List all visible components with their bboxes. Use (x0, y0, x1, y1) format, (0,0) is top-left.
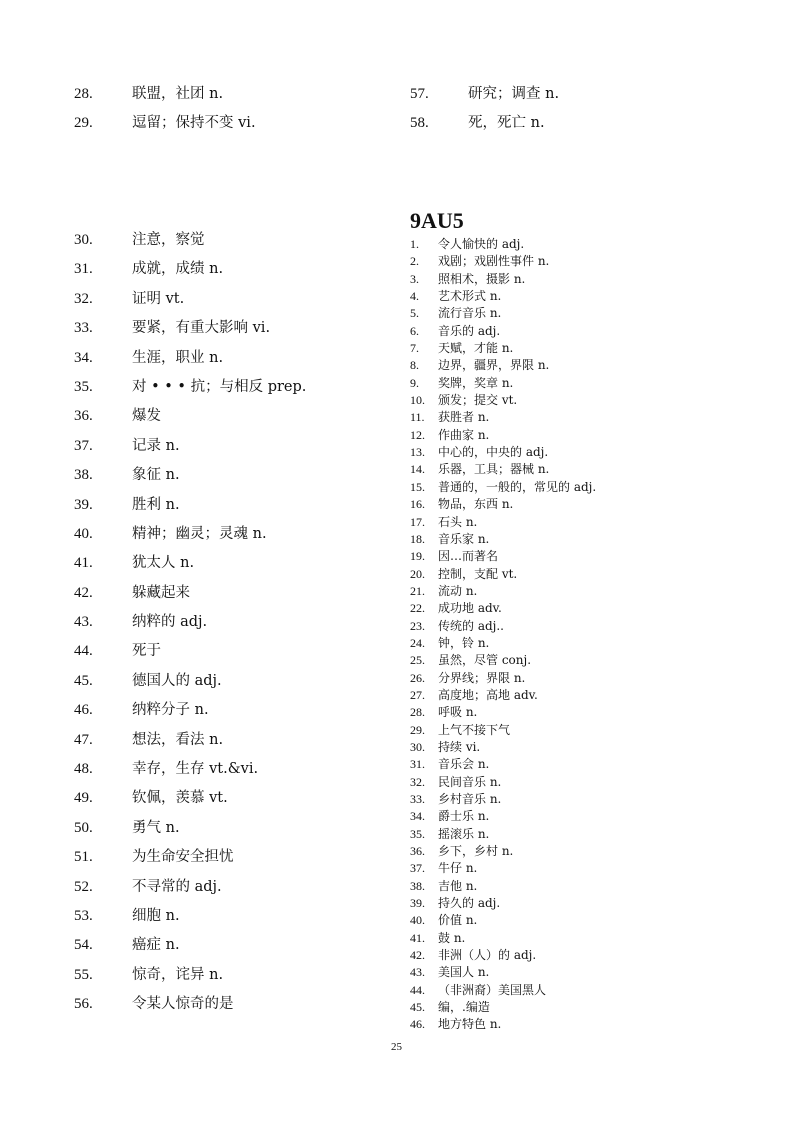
item-number: 10. (410, 393, 425, 408)
item-number: 36. (410, 844, 425, 859)
item-text: 作曲家 n. (438, 427, 490, 442)
item-text: 为生命安全担忧 (132, 849, 234, 866)
vocab-item (410, 514, 596, 531)
vocab-item (74, 608, 306, 637)
item-text: 爵士乐 n. (438, 809, 490, 824)
item-text: 虽然，尽管 conj. (438, 653, 532, 668)
item-text: 研究；调查 n. (468, 86, 560, 102)
item-number: 9. (410, 375, 419, 390)
vocab-item (410, 357, 596, 374)
item-number: 39. (410, 896, 425, 911)
item-text: 证明 vt. (132, 290, 185, 307)
item-number: 56. (74, 996, 93, 1013)
vocab-item (74, 109, 256, 138)
item-number: 34. (74, 349, 93, 366)
vocab-item (74, 549, 306, 578)
item-number: 4. (410, 289, 419, 304)
vocab-item (410, 912, 596, 929)
item-text: 幸存，生存 vt.&vi. (132, 761, 259, 778)
vocab-item (74, 285, 306, 314)
item-number: 30. (410, 739, 425, 754)
vocab-item (410, 323, 596, 340)
item-number: 43. (74, 614, 93, 631)
item-text: 想法，看法 n. (132, 731, 224, 748)
item-number: 8. (410, 358, 419, 373)
item-number: 33. (410, 792, 425, 806)
item-text: 躲藏起来 (132, 584, 190, 601)
item-number: 3. (410, 271, 419, 286)
item-number: 28. (74, 86, 93, 102)
vocab-item (74, 814, 306, 843)
vocab-item (410, 496, 596, 513)
item-text: 天赋，才能 n. (438, 341, 514, 356)
item-number: 34. (410, 809, 425, 824)
item-text: 钟，铃 n. (438, 635, 490, 650)
item-text: 音乐会 n. (438, 757, 490, 772)
item-text: 逗留；保持不变 vi. (132, 115, 256, 132)
item-text: 令人愉快的 adj. (438, 237, 525, 251)
item-text: （非洲裔）美国黑人 (438, 982, 547, 997)
item-text: 象征 n. (132, 467, 180, 484)
item-text: 鼓 n. (438, 930, 466, 945)
item-text: 传统的 adj.. (438, 618, 505, 633)
item-text: 对 • • • 抗；与相反 prep. (132, 378, 307, 395)
vocab-item (74, 579, 306, 608)
item-number: 32. (410, 774, 425, 789)
item-text: 注意，察觉 (132, 232, 205, 248)
vocab-item (410, 583, 596, 600)
vocab-item (410, 860, 596, 877)
item-number: 37. (410, 861, 425, 876)
vocab-item (410, 878, 596, 895)
vocab-item (74, 80, 256, 109)
item-number: 41. (410, 930, 425, 945)
vocab-item (410, 271, 596, 288)
vocab-item (74, 344, 306, 373)
item-number: 19. (410, 549, 425, 564)
item-text: 摇滚乐 n. (438, 826, 490, 841)
item-text: 纳粹的 adj. (132, 614, 208, 631)
item-text: 边界，疆界，界限 n. (438, 358, 550, 373)
vocab-item (410, 895, 596, 912)
item-number: 31. (74, 261, 93, 278)
item-number: 45. (410, 1000, 425, 1015)
item-text: 中心的，中央的 adj. (438, 445, 549, 460)
item-text: 编，.编造 (438, 1000, 490, 1015)
item-number: 18. (410, 531, 425, 546)
vocab-item (410, 236, 596, 253)
vocab-item (74, 226, 306, 255)
vocab-item (410, 964, 596, 981)
vocab-item (410, 253, 596, 270)
item-text: 乡村音乐 n. (438, 792, 502, 806)
vocab-item (410, 427, 596, 444)
item-text: 获胜者 n. (438, 410, 490, 425)
item-number: 54. (74, 937, 93, 954)
item-text: 死，死亡 n. (468, 115, 545, 132)
item-text: 音乐的 adj. (438, 323, 501, 338)
vocab-item (410, 109, 559, 138)
item-text: 德国人的 adj. (132, 672, 222, 689)
item-number: 48. (74, 761, 93, 778)
item-number: 35. (74, 378, 93, 395)
item-number: 17. (410, 514, 425, 529)
item-text: 流动 n. (438, 583, 478, 598)
item-number: 29. (410, 722, 425, 737)
vocab-item (410, 947, 596, 964)
vocab-item (410, 461, 596, 478)
vocab-item (410, 600, 596, 617)
vocab-item (410, 531, 596, 548)
item-number: 39. (74, 496, 93, 513)
item-number: 32. (74, 290, 93, 307)
item-text: 物品，东西 n. (438, 497, 514, 512)
item-number: 40. (410, 913, 425, 928)
vocab-item (410, 652, 596, 669)
item-number: 22. (410, 601, 425, 616)
vocab-item (74, 491, 306, 520)
left-main-vocab-list (74, 226, 306, 1020)
item-text: 美国人 n. (438, 965, 490, 980)
item-text: 牛仔 n. (438, 861, 478, 876)
vocab-item (410, 375, 596, 392)
item-number: 58. (410, 115, 429, 132)
vocab-item (410, 80, 559, 109)
vocab-item (410, 305, 596, 322)
vocab-item (410, 808, 596, 825)
item-number: 29. (74, 115, 93, 132)
vocab-item (74, 696, 306, 725)
item-text: 流行音乐 n. (438, 306, 502, 321)
vocab-item (410, 774, 596, 791)
item-number: 49. (74, 790, 93, 807)
item-text: 纳粹分子 n. (132, 702, 209, 719)
item-text: 勇气 n. (132, 819, 180, 836)
vocab-item (74, 402, 306, 431)
item-number: 1. (410, 237, 419, 251)
vocab-item (74, 314, 306, 343)
vocab-item (410, 1016, 596, 1033)
item-number: 44. (410, 982, 425, 997)
vocab-item (410, 340, 596, 357)
item-text: 成功地 adv. (438, 601, 502, 616)
vocab-item (410, 999, 596, 1016)
vocab-item (74, 873, 306, 902)
vocab-item (410, 392, 596, 409)
vocab-item (74, 784, 306, 813)
vocab-item (74, 461, 306, 490)
item-text: 细胞 n. (132, 907, 180, 924)
item-text: 地方特色 n. (438, 1017, 502, 1032)
item-text: 高度地；高地 adv. (438, 687, 538, 702)
item-number: 27. (410, 687, 425, 702)
vocab-item (410, 409, 596, 426)
item-number: 55. (74, 966, 93, 983)
item-text: 颁发；提交 vt. (438, 393, 518, 408)
vocab-item (74, 255, 306, 284)
item-text: 吉他 n. (438, 878, 478, 893)
item-text: 民间音乐 n. (438, 774, 502, 789)
item-text: 戏剧；戏剧性事件 n. (438, 254, 550, 269)
page-number: 25 (391, 1041, 402, 1053)
vocab-item (410, 704, 596, 721)
item-number: 14. (410, 462, 425, 477)
vocab-item (74, 432, 306, 461)
item-text: 非洲（人）的 adj. (438, 948, 537, 963)
vocab-item (74, 990, 306, 1019)
vocab-item (410, 288, 596, 305)
item-number: 24. (410, 635, 425, 650)
item-text: 奖牌，奖章 n. (438, 375, 514, 390)
item-number: 51. (74, 849, 93, 866)
item-number: 26. (410, 670, 425, 685)
item-number: 36. (74, 408, 93, 425)
item-text: 联盟，社团 n. (132, 86, 224, 102)
vocab-item (410, 444, 596, 461)
item-text: 持久的 adj. (438, 896, 501, 911)
vocab-item (410, 548, 596, 565)
vocab-item (410, 687, 596, 704)
item-text: 成就，成绩 n. (132, 261, 224, 278)
vocab-item (410, 618, 596, 635)
item-number: 40. (74, 525, 93, 542)
item-number: 21. (410, 583, 425, 598)
left-top-vocab-list (74, 80, 256, 139)
item-text: 爆发 (132, 408, 161, 425)
vocab-item (74, 726, 306, 755)
item-text: 钦佩，羡慕 vt. (132, 790, 228, 807)
item-number: 38. (74, 467, 93, 484)
item-number: 25. (410, 653, 425, 668)
item-number: 42. (74, 584, 93, 601)
item-text: 生涯，职业 n. (132, 349, 224, 366)
vocab-item (410, 843, 596, 860)
vocab-item (74, 843, 306, 872)
item-number: 44. (74, 643, 93, 660)
item-text: 石头 n. (438, 514, 478, 529)
item-text: 价值 n. (438, 913, 478, 928)
item-text: 因…而著名 (438, 549, 499, 564)
item-text: 控制，支配 vt. (438, 566, 518, 581)
item-text: 分界线；界限 n. (438, 670, 526, 685)
item-number: 12. (410, 427, 425, 442)
item-number: 46. (410, 1017, 425, 1032)
vocab-item (410, 479, 596, 496)
item-number: 15. (410, 479, 425, 494)
item-text: 上气不接下气 (438, 722, 511, 737)
item-text: 不寻常的 adj. (132, 878, 222, 895)
item-number: 42. (410, 948, 425, 963)
vocab-item (74, 755, 306, 784)
item-text: 照相术，摄影 n. (438, 271, 526, 286)
item-text: 犹太人 n. (132, 555, 195, 572)
item-number: 2. (410, 254, 419, 269)
item-text: 普通的，一般的，常见的 adj. (438, 479, 597, 494)
vocab-item (74, 373, 306, 402)
item-text: 死于 (132, 643, 161, 660)
vocab-item (410, 756, 596, 773)
item-number: 38. (410, 878, 425, 893)
item-number: 28. (410, 705, 425, 720)
item-text: 要紧，有重大影响 vi. (132, 320, 271, 337)
item-text: 乐器，工具；器械 n. (438, 462, 550, 477)
vocab-item (410, 566, 596, 583)
vocab-item (74, 961, 306, 990)
vocab-item (410, 791, 596, 808)
item-number: 16. (410, 497, 425, 512)
item-text: 艺术形式 n. (438, 289, 502, 304)
item-number: 20. (410, 566, 425, 581)
item-text: 惊奇，诧异 n. (132, 966, 224, 983)
item-number: 53. (74, 907, 93, 924)
item-number: 41. (74, 555, 93, 572)
vocab-item (410, 982, 596, 999)
item-text: 持续 vi. (438, 739, 481, 754)
item-text: 癌症 n. (132, 937, 180, 954)
item-text: 音乐家 n. (438, 531, 490, 546)
item-number: 37. (74, 437, 93, 454)
item-number: 7. (410, 341, 419, 356)
vocab-item (74, 520, 306, 549)
item-number: 47. (74, 731, 93, 748)
item-number: 50. (74, 819, 93, 836)
vocab-item (74, 637, 306, 666)
vocab-item (410, 826, 596, 843)
item-text: 精神；幽灵；灵魂 n. (132, 525, 267, 542)
item-number: 45. (74, 672, 93, 689)
vocab-item (410, 930, 596, 947)
item-number: 57. (410, 86, 429, 102)
vocab-item (410, 739, 596, 756)
vocab-item (410, 635, 596, 652)
vocab-item (74, 931, 306, 960)
right-top-vocab-list (410, 80, 559, 139)
vocab-item (410, 670, 596, 687)
item-number: 33. (74, 320, 93, 337)
vocab-item (410, 722, 596, 739)
item-text: 令某人惊奇的是 (132, 996, 234, 1013)
unit-vocab-list (410, 236, 596, 1034)
item-text: 呼吸 n. (438, 705, 478, 720)
item-number: 52. (74, 878, 93, 895)
vocab-item (74, 902, 306, 931)
item-number: 46. (74, 702, 93, 719)
item-text: 记录 n. (132, 437, 180, 454)
item-number: 30. (74, 232, 93, 248)
item-number: 43. (410, 965, 425, 980)
item-number: 35. (410, 826, 425, 841)
item-number: 5. (410, 306, 419, 321)
vocab-item (74, 667, 306, 696)
item-text: 胜利 n. (132, 496, 180, 513)
item-text: 乡下，乡村 n. (438, 844, 514, 859)
item-number: 23. (410, 618, 425, 633)
item-number: 13. (410, 445, 425, 460)
item-number: 6. (410, 323, 419, 338)
unit-heading: 9AU5 (410, 208, 464, 233)
item-number: 11. (410, 410, 425, 425)
item-number: 31. (410, 757, 425, 772)
